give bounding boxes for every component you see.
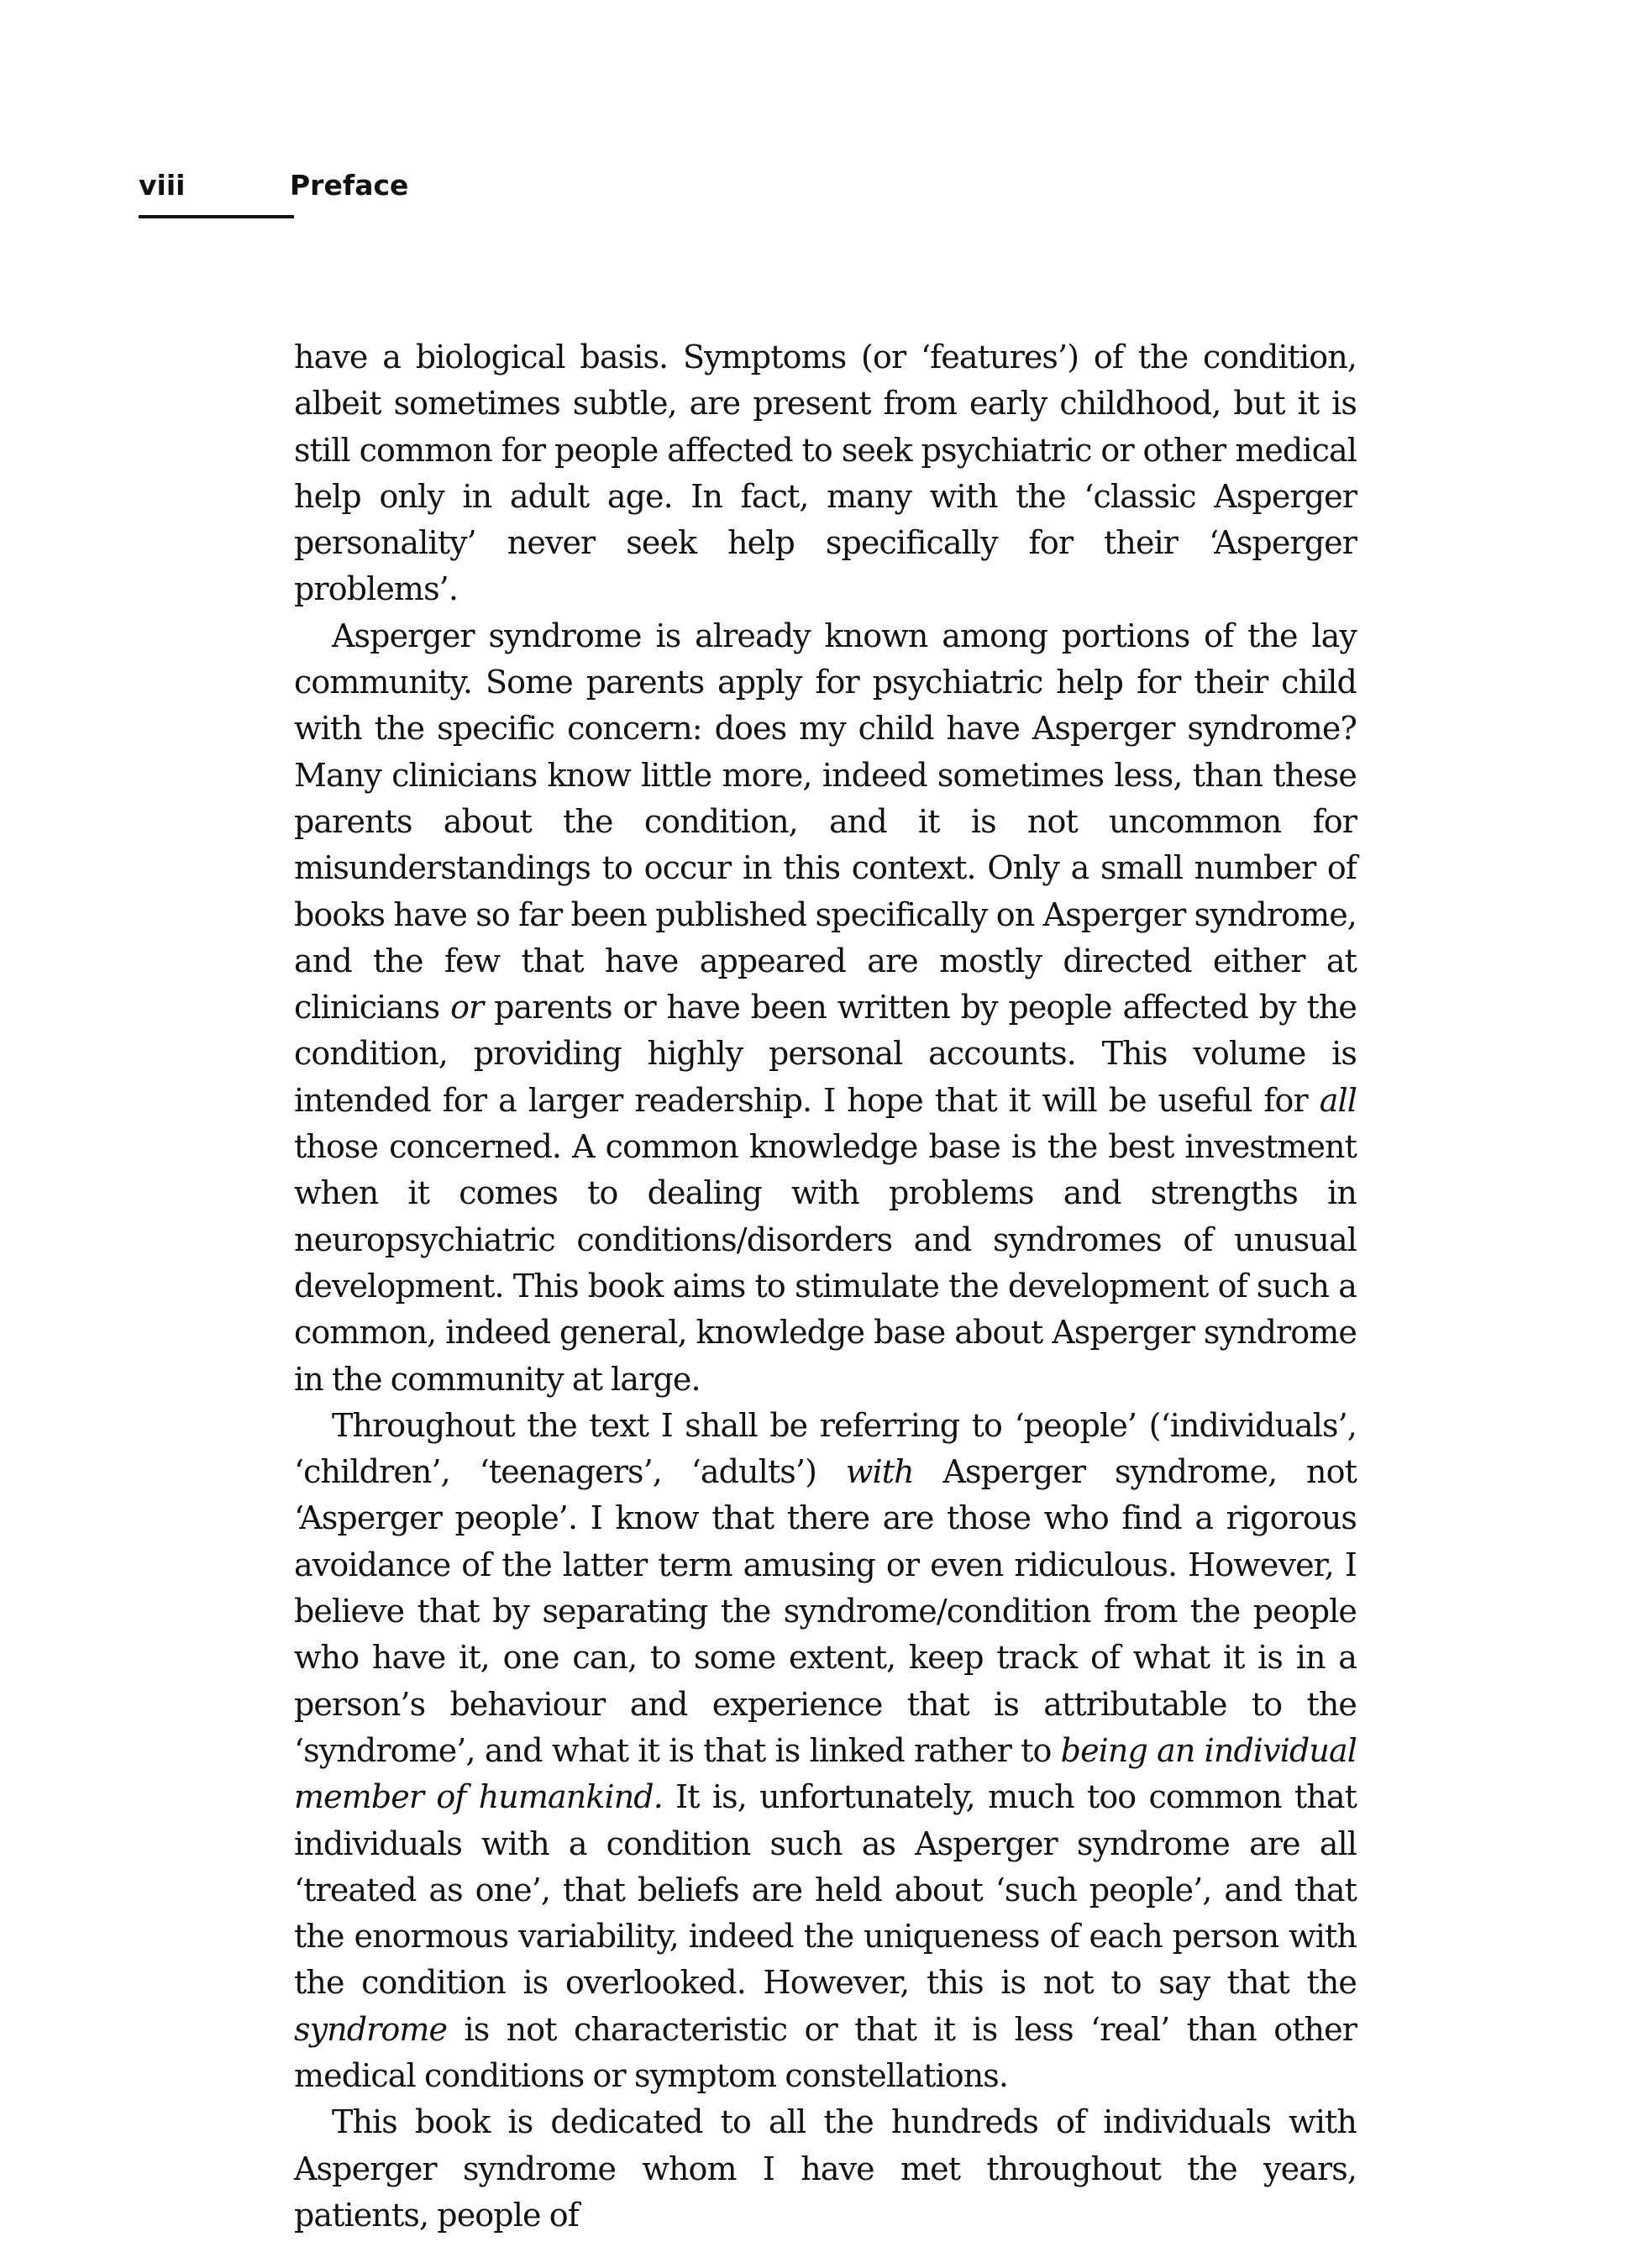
italic-segment: or [450, 989, 484, 1026]
text-segment: This book is dedicated to all the hundreds of individuals with Asperger syndrome whom I have met throughout the years, patients, people of [294, 2103, 1357, 2234]
page-number: viii [139, 169, 186, 202]
text-segment: parents or have been written by people affected by the condition, providing highly personal accounts. This volume is intended for a larger readership. I hope that it will be useful for [294, 989, 1357, 1119]
text-segment: Asperger syndrome is already known among portions of the lay community. Some parents apply for psychiatric help for their child with the specific concern: does my child have Asperger syndrome? Many clinicians know little more, indeed sometimes less, than these parents about the condition, and it is not uncommon for misunderstandings to occur in this context. Only a small number of books have so far been published specifically on Asperger syndrome, and the few that have appeared are mostly directed either at clinicians [294, 617, 1357, 1026]
italic-segment: with [845, 1453, 914, 1491]
italic-segment: all [1319, 1081, 1357, 1119]
text-segment: Asperger syndrome, not ‘Asperger people’. I know that there are those who find a rigorous avoidance of the latter term amusing or even ridiculous. However, I believe that by separating the syndrome/condition from the people who have it, one can, to some extent, keep track of what it is in a person’s behaviour and experience that is attributable to the ‘syndrome’, and what it is that is linked rather to [294, 1453, 1357, 1769]
running-head [139, 166, 409, 218]
italic-segment: being an individual member of humankind. [294, 1731, 1357, 1816]
section-title: Preface [290, 169, 409, 202]
text-segment: those concerned. A common knowledge base is the best investment when it comes to dealing with problems and strengths in neuropsychiatric conditions/disorders and syndromes of unusual development. This book aims to stimulate the development of such a common, indeed general, knowledge base about Asperger syndrome in the community at large. [294, 1128, 1357, 1398]
italic-segment: syndrome [294, 2010, 448, 2048]
text-segment: Throughout the text I shall be referring to ‘people’ (‘individuals’, ‘children’, ‘teenagers’, ‘adults’) [294, 1406, 1357, 1491]
text-segment: is not characteristic or that it is less ‘real’ than other medical conditions or symptom constellations. [294, 2010, 1357, 2094]
text-segment: have a biological basis. Symptoms (or ‘features’) of the condition, albeit sometimes subtle, are present from early childhood, but it is still common for people affected to seek psychiatric or other medical help only in adult age. In fact, many with the ‘classic Asperger personality’ never seek help specifically for their ‘Asperger problems’. [294, 339, 1357, 608]
paragraph-2 [294, 613, 1357, 1403]
text-segment: It is, unfortunately, much too common that individuals with a condition such as Asperger syndrome are all ‘treated as one’, that beliefs are held about ‘such people’, and that the enormous variability, indeed the uniqueness of each person with the condition is overlooked. However, this is not to say that the [294, 1778, 1357, 2002]
paragraph-1 [294, 334, 1357, 613]
body-text [294, 334, 1357, 2239]
paragraph-4 [294, 2099, 1357, 2239]
paragraph-3 [294, 1403, 1357, 2099]
